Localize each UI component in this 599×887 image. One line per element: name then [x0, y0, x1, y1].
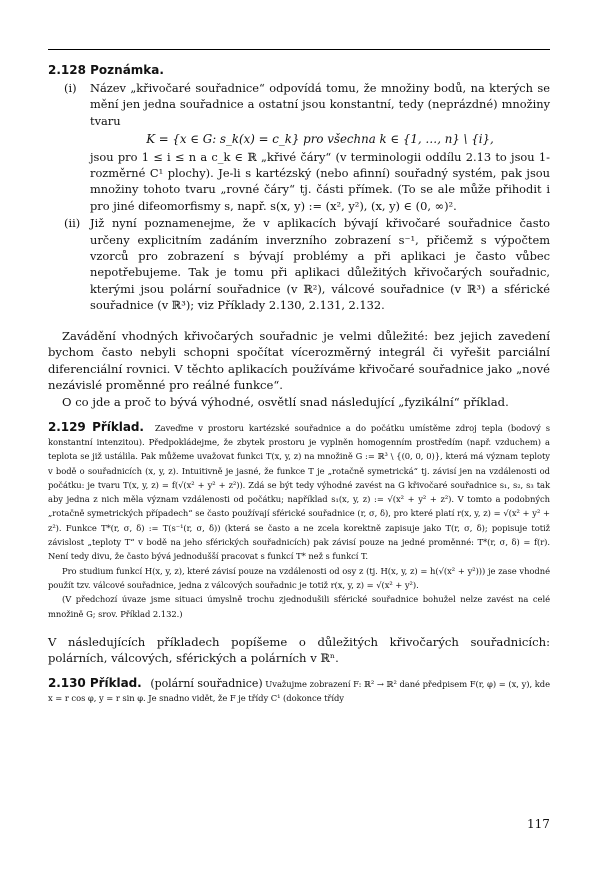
- example-title: 2.129 Příklad.: [48, 419, 144, 434]
- example-2-130: [48, 676, 550, 706]
- example-2-129: [48, 420, 550, 621]
- formula-K: K = {x ∈ G: s_k(x) = c_k} pro všechna k ∈ {1, …, n} \ {i},: [146, 132, 494, 147]
- example-subtitle: (polární souřadnice): [150, 677, 263, 690]
- body-paragraph: V následujících příkladech popíšeme o důležitých křivočarých souřadnicích: polárních, válcových, sférických a polárních v ℝⁿ.: [48, 634, 550, 666]
- body-paragraph: Zavádění vhodných křivočarých souřadnic je velmi důležité: bez jejich zavedení bychom často nebyli schopni spočítat vícerozměrný integrál či vyřešit parciální diferenciální rovnici. V těchto aplikacích používáme křivočaré souřadnice jako „nové nezávislé proměnné pro reálné funkce“.: [48, 328, 550, 393]
- remark-item-ii: [48, 215, 550, 313]
- remark-heading: 2.128 Poznámka.: [48, 63, 164, 77]
- remark-item-i: [48, 80, 550, 214]
- page-content: [48, 63, 550, 706]
- example-paragraph: (V předchozí úvaze jsme situaci úmyslně trochu zjednodušili sférické souřadnice bohužel nelze zavést na celé množině G; srov. Příklad 2.132.): [48, 594, 550, 619]
- body-text: [48, 328, 550, 411]
- example-paragraph: Pro studium funkcí H(x, y, z), které závisí pouze na vzdálenosti od osy z (tj. H(x, y, z) = h(√(x² + y²))) je zase vhodné použít tzv. válcové souřadnice, jedna z válcových souřadnic je totiž r(x, y, z) = √(x² + y²).: [48, 565, 550, 590]
- page-number: 117: [527, 817, 550, 831]
- item-label: (i): [64, 81, 77, 95]
- example-title: 2.130 Příklad.: [48, 676, 142, 690]
- item-text-a: Název „křivočaré souřadnice“ odpovídá tomu, že množiny bodů, na kterých se mění jen jedna souřadnice a ostatní jsou konstantní, tedy (neprázdné) množiny tvaru: [90, 81, 550, 128]
- example-text: Uvažujme zobrazení F: ℝ² → ℝ² dané předpisem F(r, φ) = (x, y), kde x = r cos φ, y = r sin φ. Je snadno vidět, že F je třídy C¹ (dokonce třídy: [48, 679, 551, 704]
- item-text-b: jsou pro 1 ≤ i ≤ n a c_k ∈ ℝ „křivé čáry“ (v terminologii oddílu 2.13 to jsou 1-rozměrné C¹ plochy). Je-li s kartézský (nebo afinní) souřadný systém, pak jsou množiny tohoto tvaru „rovné čáry“ tj. části přímek. (To se ale může přihodit i pro jiné difeomorfismy s, např. s(x, y) := (x², y²), (x, y) ∈ (0, ∞)².: [90, 149, 550, 213]
- example-paragraph: [48, 676, 550, 706]
- item-text: Již nyní poznamenejme, že v aplikacích bývají křivočaré souřadnice často určeny explicitním zadáním inverzního zobrazení s⁻¹, přičemž s výpočtem vzorců pro zobrazení s bývají problémy a při aplikaci je často vůbec nepotřebujeme. Tak je tomu při aplikaci důležitých křivočarých souřadnic, kterými jsou polární souřadnice (v ℝ²), válcové souřadnice (v ℝ³) a sférické souřadnice (v ℝ³); viz Příklady 2.130, 2.131, 2.132.: [90, 216, 550, 313]
- item-label: (ii): [64, 216, 81, 231]
- example-paragraph: [48, 420, 550, 564]
- example-text: Zaveďme v prostoru kartézské souřadnice a do počátku umístěme zdroj tepla (bodový s konstantní intenzitou). Předpokládejme, že zbytek prostoru je vyplněn homogenním prostředím (např. vzduchem) a teplota se již ustálila. Pak můžeme uvažovat funkci T(x, y, z) na množině G := ℝ³ \ {(0, 0, 0)}, která má význam teploty v bodě o souřadnicích (x, y, z). Intuitivně je jasné, že funkce T je „rotačně symetrická“ tj. závisí jen na vzdálenosti od počátku: je tvaru T(x, y, z) = f(√(x² + y² + z²)). Zdá se být tedy výhodné zavést na G křivočaré souřadnice s₁, s₂, s₃ tak aby jedna z nich měla význam vzdálenosti od počátku; například s₁(x, y, z) := √(x² + y² + z²). V tomto a podobných „rotačně symetrických případech“ se často používají sférické souřadnice (r, σ, δ), pro které platí r(x, y, z) = √(x² + y² + z²). Funkce T*(r, σ, δ) := T(s⁻¹(r, σ, δ)) (která se často a ne zcela korektně zapisuje jako T(r, σ, δ); popisuje totiž závislost „teploty T“ v bodě na jeho sférických souřadnicích) pak závisí pouze na jedné proměnné: T*(r, σ, δ) = f(r). Není tedy divu, že často bývá jednodušší pracovat s funkcí T* než s funkcí T.: [48, 422, 550, 562]
- body-paragraph: O co jde a proč to bývá výhodné, osvětlí snad následující „fyzikální“ příklad.: [62, 395, 509, 410]
- top-rule: [48, 49, 550, 50]
